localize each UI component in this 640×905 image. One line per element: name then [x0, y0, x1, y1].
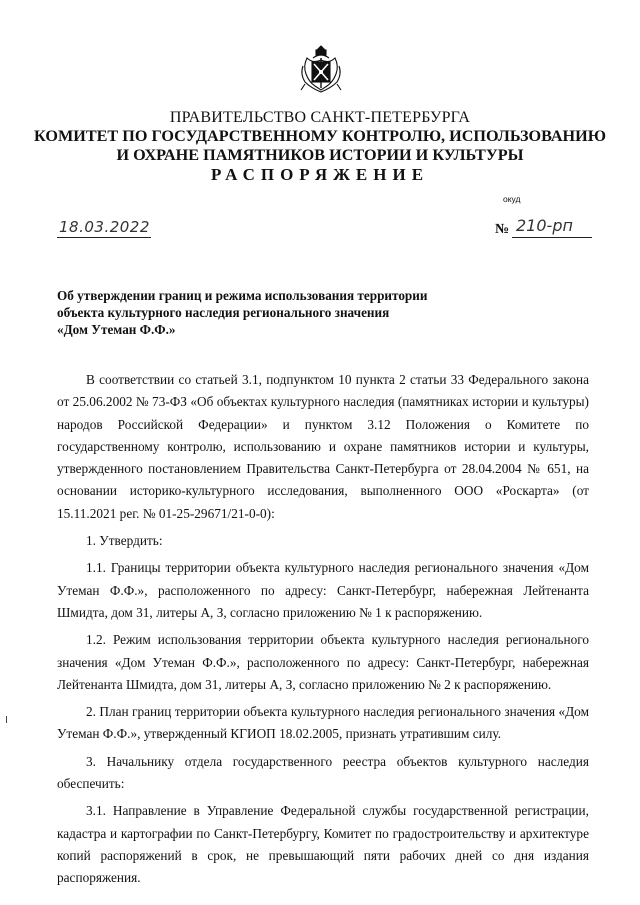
number-underline	[512, 237, 592, 238]
subject-line2: объекта культурного наследия регионального значения	[57, 305, 390, 320]
margin-mark	[6, 716, 7, 723]
item-2: 2. План границ территории объекта культурного наследия регионального значения «Дом Утеман Ф.Ф.», утвержденный КГИОП 18.02.2005, признать утратившим силу.	[57, 704, 589, 742]
handwritten-date: 18.03.2022	[59, 218, 150, 236]
document-body	[57, 369, 589, 890]
handwritten-number: 210-рп	[516, 216, 573, 235]
document-type-heading: РАСПОРЯЖЕНИЕ	[210, 165, 430, 184]
item-1-1: 1.1. Границы территории объекта культурного наследия регионального значения «Дом Утеман Ф.Ф.», расположенного по адресу: Санкт-Петербург, набережная Лейтенанта Шмидта, дом 31, литеры А, З, согласно приложению № 1 к распоряжению.	[57, 560, 589, 620]
committee-title-line1: КОМИТЕТ ПО ГОСУДАРСТВЕННОМУ КОНТРОЛЮ, ИСПОЛЬЗОВАНИЮ	[34, 127, 606, 145]
government-title: ПРАВИТЕЛЬСТВО САНКТ-ПЕТЕРБУРГА	[169, 109, 471, 126]
preamble-paragraph: В соответствии со статьей 3.1, подпунктом 10 пункта 2 статьи 33 Федерального закона от 25.06.2002 № 73-ФЗ «Об объектах культурного наследия (памятниках истории и культуры) народов Российской Федерации» и пунктом 3.12 Положения о Комитете по государственному контролю, использованию и охране памятников истории и культуры, утвержденного постановлением Правительства Санкт-Петербурга от 28.04.2004 № 651, на основании историко-культурного исследования, выполненного ООО «Роскарта» (от 15.11.2021 рег. № 01-25-29671/21-0-0):	[57, 372, 589, 521]
date-underline	[57, 237, 151, 238]
subject-line3: «Дом Утеман Ф.Ф.»	[57, 322, 176, 337]
item-1-2: 1.2. Режим использования территории объекта культурного наследия регионального значения «Дом Утеман Ф.Ф.», расположенного по адресу: Санкт-Петербург, набережная Лейтенанта Шмидта, дом 31, литеры А, З, согласно приложению № 2 к распоряжению.	[57, 632, 589, 692]
coat-of-arms-emblem	[299, 44, 343, 94]
document-subject	[57, 287, 427, 338]
item-3: 3. Начальнику отдела государственного реестра объектов культурного наследия обеспечить:	[57, 753, 589, 792]
number-sign: №	[495, 222, 510, 237]
committee-title-line2: И ОХРАНЕ ПАМЯТНИКОВ ИСТОРИИ И КУЛЬТУРЫ	[116, 146, 524, 164]
subject-line1: Об утверждении границ и режима использования территории	[57, 288, 428, 303]
item-3-1: 3.1. Направление в Управление Федеральной службы государственной регистрации, кадастра и картографии по Санкт-Петербургу, Комитет по градостроительству и архитектуре копий распоряжений в срок, не превышающий пяти рабочих дней со дня издания распоряжения.	[57, 803, 589, 886]
okud-label: окуд	[503, 194, 521, 204]
item-1: 1. Утвердить:	[86, 533, 163, 549]
